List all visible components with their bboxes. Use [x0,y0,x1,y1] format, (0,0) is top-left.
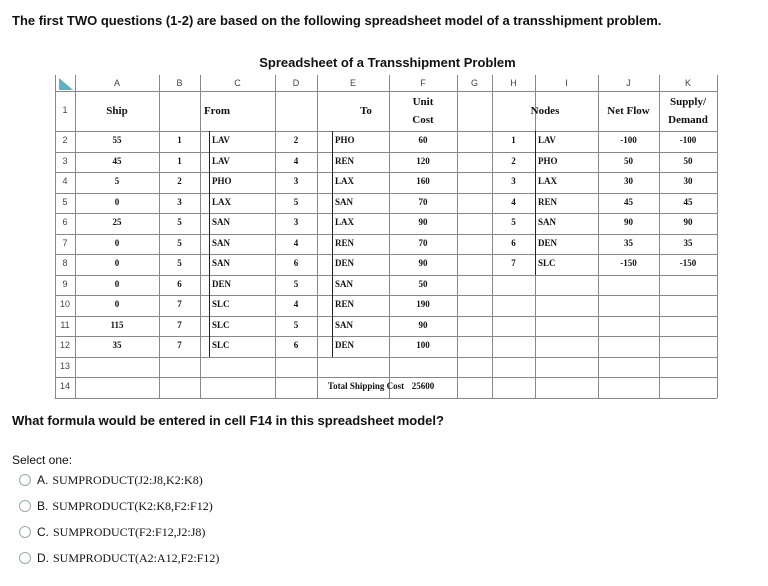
select-all-corner [59,78,73,90]
node-name-cell[interactable]: DEN [538,237,558,248]
ship-cell[interactable]: 0 [114,278,120,289]
column-header-a[interactable]: A [113,78,120,88]
column-header-k[interactable]: K [684,78,691,88]
unit-cost-cell[interactable]: 120 [416,155,430,166]
unit-cost-cell[interactable]: 160 [416,176,430,187]
grid-row-line [55,172,717,173]
to-node-cell[interactable]: 4 [293,299,299,310]
net-flow-header: Net Flow [607,105,650,117]
from-name-cell[interactable]: LAV [212,155,230,166]
grid-row-line [55,398,717,399]
grid-col-line [55,75,56,398]
column-header-f[interactable]: F [420,78,426,88]
from-node-cell[interactable]: 3 [177,196,182,207]
supply-demand-cell[interactable]: 30 [683,176,693,187]
from-name-cell[interactable]: SLC [212,319,230,330]
column-header-i[interactable]: I [565,78,568,88]
node-number-cell[interactable]: 2 [511,155,516,166]
grid-row-line [55,316,717,317]
to-name-cell[interactable]: SAN [335,196,354,207]
net-flow-cell[interactable]: 30 [624,176,633,187]
grid-row-line [55,234,717,235]
column-header-g[interactable]: G [470,78,478,88]
from-node-cell[interactable]: 7 [177,319,182,330]
net-flow-cell[interactable]: 90 [624,217,633,228]
to-node-cell[interactable]: 4 [293,237,299,248]
from-name-cell[interactable]: SAN [212,258,231,269]
intro-text: The first TWO questions (1-2) are based on the following spreadsheet model of a transshipment problem. [12,13,662,28]
column-header-c[interactable]: C [234,78,241,88]
option-text: SUMPRODUCT(A2:A12,F2:F12) [53,550,220,565]
from-node-cell[interactable]: 6 [177,278,182,289]
ship-cell[interactable]: 25 [112,217,122,228]
grid-row-line [55,254,717,255]
node-number-cell[interactable]: 1 [511,135,516,146]
supply-demand-cell[interactable]: 90 [683,217,693,228]
row-header[interactable]: 6 [62,217,68,228]
from-name-cell[interactable]: LAX [212,196,232,207]
supply-demand-cell[interactable]: -150 [679,258,697,269]
row-header[interactable]: 14 [59,381,70,392]
ship-header: Ship [106,105,128,117]
column-header-b[interactable]: B [176,78,183,88]
option-b[interactable] [19,496,213,516]
supply-header-2: Demand [668,114,708,126]
radio-d[interactable] [19,552,31,564]
ship-cell[interactable]: 0 [114,196,120,207]
from-name-cell[interactable]: SLC [212,340,230,351]
to-node-cell[interactable]: 3 [293,217,299,228]
to-name-border-left [332,131,333,357]
question-text: What formula would be entered in cell F14 in this spreadsheet model? [12,413,444,428]
grid-row-line [55,193,717,194]
from-name-cell[interactable]: DEN [212,278,232,289]
ship-cell[interactable]: 0 [114,237,120,248]
unit-cost-cell[interactable]: 190 [416,299,430,310]
unit-cost-cell[interactable]: 90 [418,217,428,228]
ship-cell[interactable]: 0 [114,258,120,269]
to-name-cell[interactable]: LAX [335,176,355,187]
from-name-cell[interactable]: PHO [212,176,232,187]
node-name-cell[interactable]: REN [538,196,558,207]
row-header[interactable]: 3 [62,155,68,166]
to-name-cell[interactable]: PHO [335,135,355,146]
supply-demand-cell[interactable]: -100 [679,135,697,146]
option-text: SUMPRODUCT(F2:F12,J2:J8) [53,524,206,539]
grid-row-line [55,295,717,296]
grid-col-line [317,75,318,398]
unit-cost-header-1: Unit [412,96,434,108]
grid-col-line [200,75,201,398]
unit-cost-header-2: Cost [412,114,434,126]
unit-cost-cell[interactable]: 90 [418,258,428,269]
supply-demand-cell[interactable]: 45 [683,196,693,207]
row-header[interactable]: 4 [62,176,68,187]
to-name-cell[interactable]: DEN [335,340,355,351]
node-number-cell[interactable]: 4 [511,196,516,207]
sheet-title: Spreadsheet of a Transshipment Problem [259,55,516,70]
to-node-cell[interactable]: 3 [293,176,299,187]
from-name-cell[interactable]: SAN [212,217,231,228]
radio-b[interactable] [19,500,31,512]
grid-row-line [55,357,717,358]
supply-demand-cell[interactable]: 50 [683,155,693,166]
grid-col-line [717,75,718,398]
option-text: SUMPRODUCT(J2:J8,K2:K8) [52,472,203,487]
supply-header-1: Supply/ [669,96,707,108]
node-number-cell[interactable]: 3 [511,176,516,187]
row-header[interactable]: 1 [62,105,68,115]
from-name-cell[interactable]: SLC [212,299,230,310]
to-node-cell[interactable]: 5 [293,278,299,289]
grid-col-line [492,75,493,398]
ship-cell[interactable]: 5 [114,176,120,187]
to-name-cell[interactable]: REN [335,299,355,310]
ship-cell[interactable]: 115 [110,319,124,330]
ship-cell[interactable]: 35 [112,340,122,351]
to-node-cell[interactable]: 4 [293,155,299,166]
row-header[interactable]: 2 [62,135,68,146]
grid-col-line [457,75,458,398]
column-header-j[interactable]: J [626,78,631,88]
grid-row-line [55,213,717,214]
node-name-cell[interactable]: SLC [538,258,556,269]
to-node-cell[interactable]: 2 [293,135,299,146]
grid-row-line [55,152,717,153]
column-header-h[interactable]: H [510,78,517,88]
column-header-d[interactable]: D [292,78,300,88]
node-name-cell[interactable]: PHO [538,155,558,166]
row-header[interactable]: 11 [60,319,70,330]
to-name-cell[interactable]: SAN [335,319,354,330]
net-flow-cell[interactable]: -150 [620,258,637,269]
row-header[interactable]: 9 [62,278,68,289]
option-letter: C. [37,525,49,539]
from-name-border-left [209,131,210,357]
net-flow-cell[interactable]: -100 [620,135,637,146]
nodes-header: Nodes [530,105,560,117]
from-node-cell[interactable]: 2 [177,176,182,187]
option-letter: B. [37,499,49,513]
to-name-cell[interactable]: LAX [335,217,355,228]
to-name-cell[interactable]: SAN [335,278,354,289]
net-flow-cell[interactable]: 50 [624,155,633,166]
row-header[interactable]: 10 [59,299,70,310]
spreadsheet [55,75,717,391]
unit-cost-cell[interactable]: 100 [416,340,430,351]
from-node-cell[interactable]: 5 [177,258,182,269]
to-node-cell[interactable]: 5 [293,196,299,207]
row-header[interactable]: 5 [62,196,68,207]
grid-row-line [55,131,717,132]
from-node-cell[interactable]: 1 [177,155,182,166]
to-header: To [360,105,372,117]
total-shipping-cost-value[interactable]: 25600 [411,381,435,392]
node-number-cell[interactable]: 6 [511,237,516,248]
ship-cell[interactable]: 45 [112,155,122,166]
row-header[interactable]: 8 [62,258,68,269]
supply-demand-cell[interactable]: 35 [683,237,693,248]
unit-cost-cell[interactable]: 90 [418,319,428,330]
to-name-cell[interactable]: REN [335,155,355,166]
from-node-cell[interactable]: 1 [177,135,182,146]
option-letter: A. [37,473,49,487]
row-header[interactable]: 7 [62,237,68,248]
from-name-cell[interactable]: LAV [212,135,230,146]
unit-cost-cell[interactable]: 60 [418,135,428,146]
net-flow-cell[interactable]: 35 [624,237,633,248]
row-header[interactable]: 12 [59,340,70,351]
unit-cost-cell[interactable]: 50 [418,278,428,289]
grid-row-line [55,91,717,92]
to-node-cell[interactable]: 6 [293,340,299,351]
node-number-cell[interactable]: 7 [511,258,516,269]
grid-col-line [598,75,599,398]
to-node-cell[interactable]: 5 [293,319,299,330]
grid-row-line [55,336,717,337]
radio-c[interactable] [19,526,31,538]
from-node-cell[interactable]: 5 [177,217,182,228]
radio-a[interactable] [19,474,31,486]
node-name-cell[interactable]: SAN [538,217,557,228]
ship-cell[interactable]: 55 [112,135,122,146]
option-text: SUMPRODUCT(K2:K8,F2:F12) [52,498,213,513]
from-node-cell[interactable]: 7 [177,299,182,310]
grid-row-line [55,275,717,276]
option-letter: D. [37,551,49,565]
node-name-cell[interactable]: LAV [538,135,556,146]
from-name-cell[interactable]: SAN [212,237,231,248]
option-a[interactable] [19,470,203,490]
select-one-label: Select one: [12,453,73,467]
node-number-cell[interactable]: 5 [511,217,516,228]
from-header: From [203,105,231,117]
row-header[interactable]: 13 [59,360,70,371]
unit-cost-cell[interactable]: 70 [418,237,428,248]
total-shipping-cost-label[interactable]: Total Shipping Cost [327,381,405,392]
ship-cell[interactable]: 0 [114,299,120,310]
option-d[interactable] [19,548,219,568]
net-flow-cell[interactable]: 45 [624,196,633,207]
from-node-cell[interactable]: 5 [177,237,182,248]
unit-cost-cell[interactable]: 70 [418,196,428,207]
to-node-cell[interactable]: 6 [293,258,299,269]
to-name-cell[interactable]: REN [335,237,355,248]
from-node-cell[interactable]: 7 [177,340,182,351]
to-name-cell[interactable]: DEN [335,258,355,269]
node-name-border-left [535,131,536,275]
column-header-e[interactable]: E [349,78,356,88]
node-name-cell[interactable]: LAX [538,176,558,187]
option-c[interactable] [19,522,205,542]
grid-row-line [55,377,717,378]
